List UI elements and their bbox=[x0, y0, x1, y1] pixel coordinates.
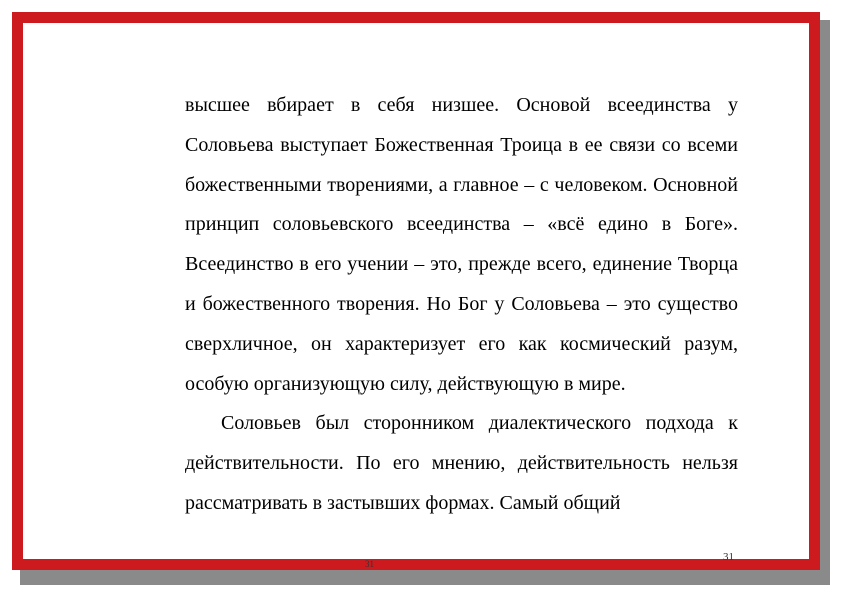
paragraph-2: Соловьев был сторонником диалектического подхода к действительности. По его мнению, действительность нельзя рассматривать в застывших формах. Самый общий bbox=[185, 412, 738, 514]
page-number-right: 31 bbox=[723, 551, 734, 563]
page-number-left: 31 bbox=[365, 559, 374, 569]
paragraph-1: высшее вбирает в себя низшее. Основой всеединства у Соловьева выступает Божественная Троица в ее связи со всеми божественными творениями, а главное – с человеком. Основной принцип соловьевского всеединства – «всё едино в Боге». Всеединство в его учении – это, прежде всего, единение Творца и божественного творения. Но Бог у Соловьева – это существо сверхличное, он характеризует его как космический разум, особую организующую силу, действующую в мире. bbox=[185, 94, 738, 395]
document-body bbox=[185, 86, 738, 524]
